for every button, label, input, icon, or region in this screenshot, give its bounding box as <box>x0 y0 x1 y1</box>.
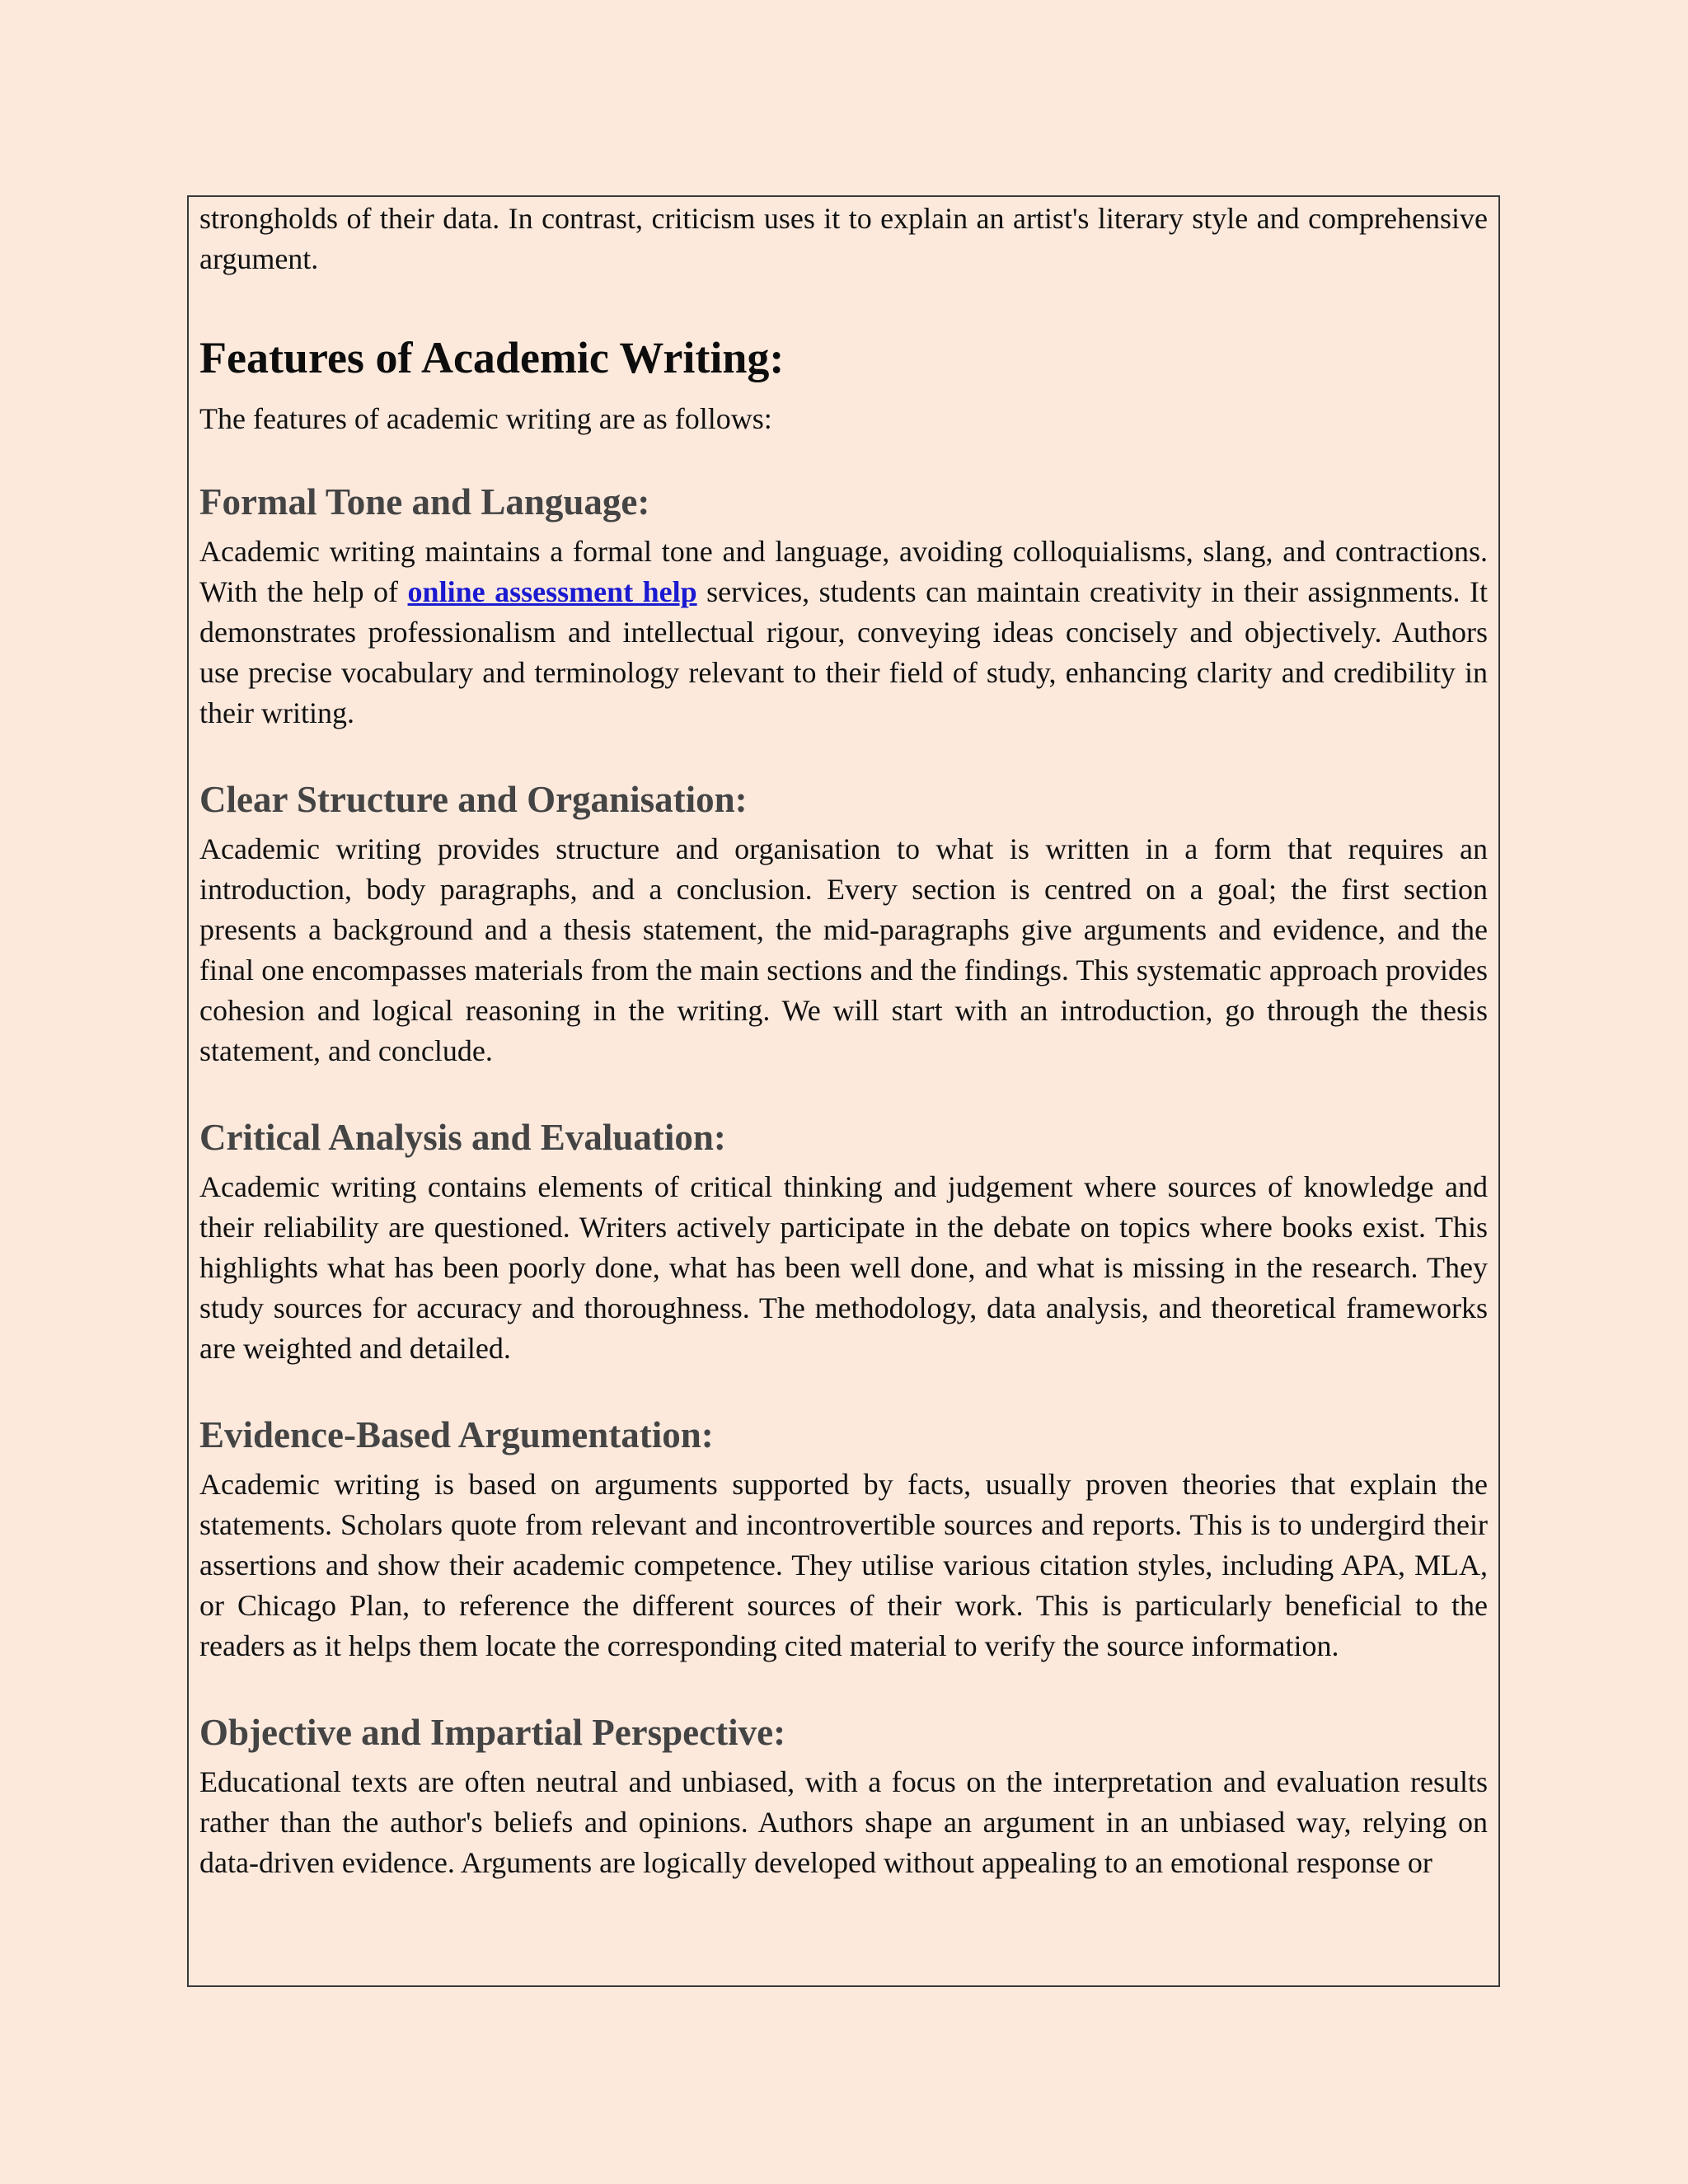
section-body-text: services, students can maintain creativity in their assignments. It demonstrates professionalism and intellectual rigour, conveying ideas concisely and objectively. Authors use precise vocabulary and terminology relevant to their field of study, enhancing clarity and credibility in their writing. <box>199 575 1488 729</box>
section-objective-perspective <box>199 1709 1488 1883</box>
intro-text: The features of academic writing are as follows: <box>199 402 772 435</box>
section-heading: Clear Structure and Organisation: <box>199 779 748 820</box>
section-heading: Formal Tone and Language: <box>199 481 650 523</box>
section-body: Academic writing provides structure and organisation to what is written in a form that requires an introduction, body paragraphs, and a conclusion. Every section is centred on a goal; the first section presents a background and a thesis statement, the mid-paragraphs give arguments and evidence, and the final one encompasses materials from the main sections and the findings. This systematic approach provides cohesion and logical reasoning in the writing. We will start with an introduction, go through the thesis statement, and conclude. <box>199 832 1488 1067</box>
section-heading: Evidence-Based Argumentation: <box>199 1414 714 1455</box>
section-body: Educational texts are often neutral and unbiased, with a focus on the interpretation and evaluation results rather than the author's beliefs and opinions. Authors shape an argument in an unbiased way, relying on data-driven evidence. Arguments are logically developed without appealing to an emotional response or <box>199 1765 1488 1879</box>
section-evidence-based <box>199 1412 1488 1666</box>
section-critical-analysis <box>199 1114 1488 1369</box>
section-body: Academic writing contains elements of critical thinking and judgement where sources of knowledge and their reliability are questioned. Writers actively participate in the debate on topics where books exist. This highlights what has been poorly done, what has been well done, and what is missing in the research. They study sources for accuracy and thoroughness. The methodology, data analysis, and theoretical frameworks are weighted and detailed. <box>199 1170 1488 1365</box>
main-heading: Features of Academic Writing: <box>199 333 785 382</box>
opening-paragraph: strongholds of their data. In contrast, criticism uses it to explain an artist's literary style and comprehensive argument. <box>199 202 1488 275</box>
section-heading: Critical Analysis and Evaluation: <box>199 1117 726 1158</box>
section-formal-tone <box>199 479 1488 733</box>
page-frame <box>187 195 1500 1987</box>
online-assessment-help-link[interactable]: online assessment help <box>407 575 697 608</box>
section-clear-structure <box>199 776 1488 1071</box>
section-body <box>199 532 1488 733</box>
section-body: Academic writing is based on arguments supported by facts, usually proven theories that explain the statements. Scholars quote from relevant and incontrovertible sources and reports. This is to undergird their assertions and show their academic competence. They utilise various citation styles, including APA, MLA, or Chicago Plan, to reference the different sources of their work. This is particularly beneficial to the readers as it helps them locate the corresponding cited material to verify the source information. <box>199 1468 1488 1662</box>
section-heading: Objective and Impartial Perspective: <box>199 1712 786 1753</box>
section-body-text: Academic writing maintains a formal tone and language, avoiding colloquialisms, slang, and contractions. With the help of <box>199 535 1488 608</box>
